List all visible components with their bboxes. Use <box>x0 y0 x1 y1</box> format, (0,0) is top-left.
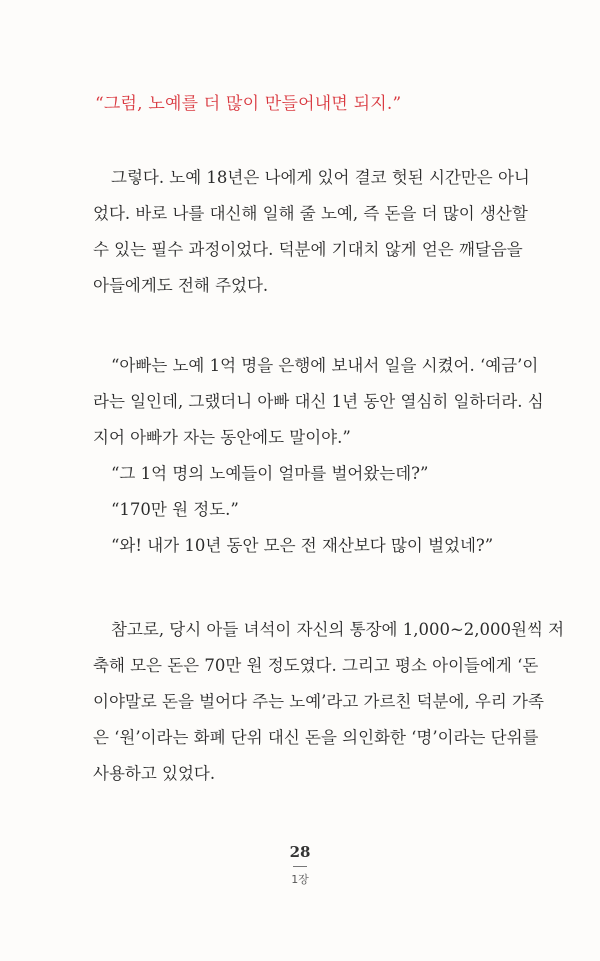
text-line: “와! 내가 10년 동안 모은 전 재산보다 많이 벌었네?” <box>111 536 494 555</box>
text-line: “170만 원 정도.” <box>111 500 239 519</box>
page-number: 28 <box>289 843 311 861</box>
text-line: 지어 아빠가 자는 동안에도 말이야.” <box>93 428 351 447</box>
paragraph-2-dialogue <box>93 348 544 564</box>
text-line: 그렇다. 노예 18년은 나에게 있어 결코 헛된 시간만은 아니 <box>111 168 530 187</box>
footer-divider <box>293 866 307 867</box>
text-line: 수 있는 필수 과정이었다. 덕분에 기대치 않게 얻은 깨달음을 <box>93 240 523 259</box>
text-line: 라는 일인데, 그랬더니 아빠 대신 1년 동안 열심히 일하더라. 심 <box>93 392 544 411</box>
text-line: 아들에게도 전해 주었다. <box>93 276 269 295</box>
chapter-label: 1장 <box>291 873 309 886</box>
text-line: 은 ‘원’이라는 화폐 단위 대신 돈을 의인화한 ‘명’이라는 단위를 <box>93 728 539 747</box>
paragraph-1 <box>93 160 533 304</box>
text-line: 었다. 바로 나를 대신해 일해 줄 노예, 즉 돈을 더 많이 생산할 <box>93 204 528 223</box>
text-line: “그 1억 명의 노예들이 얼마를 벌어왔는데?” <box>111 464 429 483</box>
paragraph-3 <box>93 612 565 792</box>
text-line: 이야말로 돈을 벌어다 주는 노예’라고 가르친 덕분에, 우리 가족 <box>93 692 544 711</box>
text-line: 사용하고 있었다. <box>93 764 216 783</box>
text-line: 참고로, 당시 아들 녀석이 자신의 통장에 1,000~2,000원씩 저 <box>111 620 565 639</box>
text-line: “아빠는 노예 1억 명을 은행에 보내서 일을 시켰어. ‘예금’이 <box>111 356 539 375</box>
text-line: 축해 모은 돈은 70만 원 정도였다. 그리고 평소 아이들에게 ‘돈 <box>93 656 539 675</box>
highlighted-quote: “그럼, 노예를 더 많이 만들어내면 되지.” <box>95 94 402 114</box>
